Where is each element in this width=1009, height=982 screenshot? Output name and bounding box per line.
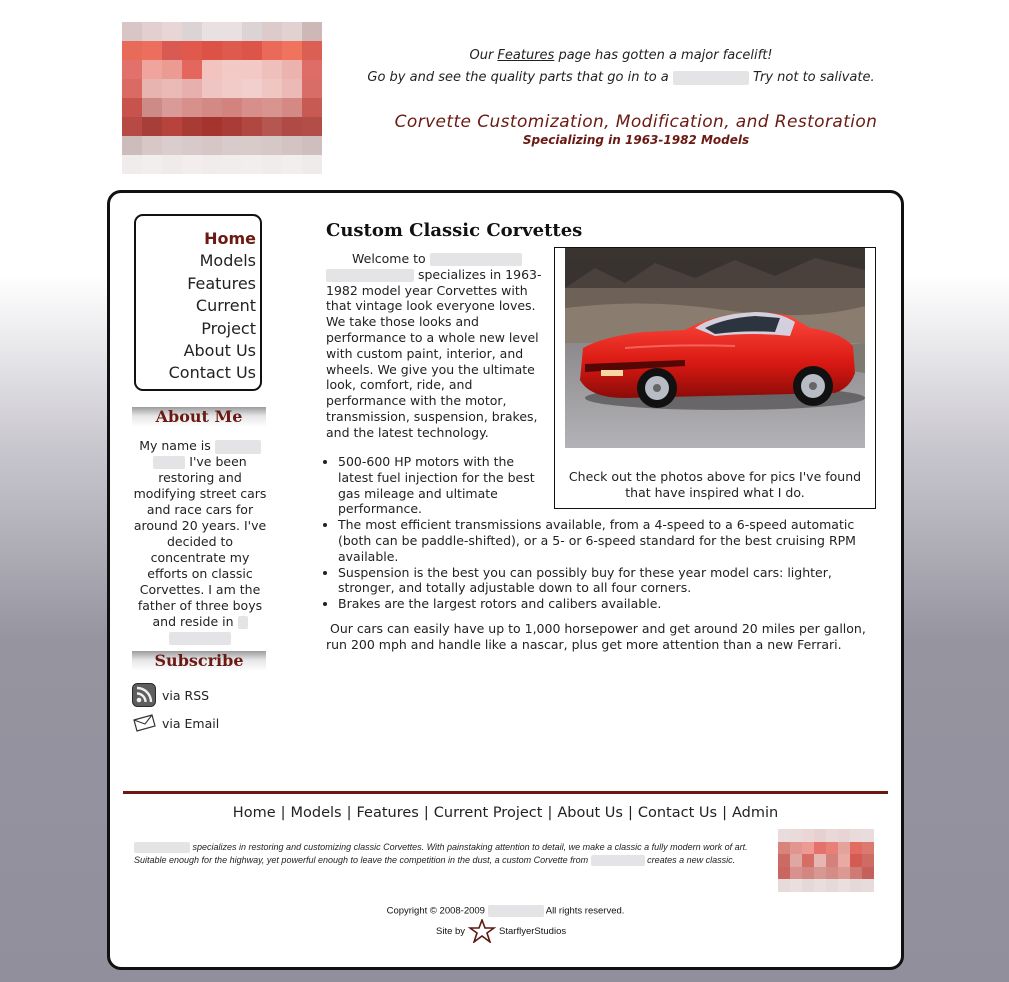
list-item: • Brakes are the largest rotors and calibers available.: [338, 596, 888, 612]
logo-pixel: [242, 136, 262, 155]
logo-pixel: [102, 117, 122, 136]
logo-pixel: [262, 79, 282, 98]
logo-pixel: [242, 155, 262, 174]
nav-item-models[interactable]: Models: [199, 251, 256, 271]
logo-pixel: [102, 155, 122, 174]
redacted-text: [430, 253, 522, 266]
logo-pixel: [850, 854, 862, 867]
logo-pixel: [222, 98, 242, 117]
logo-pixel: [802, 829, 814, 842]
logo-pixel: [322, 136, 342, 155]
logo-pixel: [262, 41, 282, 60]
logo-pixel: [162, 22, 182, 41]
logo-pixel: [862, 842, 874, 855]
logo-pixel: [826, 854, 838, 867]
list-item: • The most efficient transmissions available, from a 4-speed to a 6-speed automatic (both can be paddle-shifted), or a 5- or 6-speed standard for the best cruising RPM available.: [338, 517, 888, 564]
logo-pixel: [802, 879, 814, 892]
footer-desc-text: creates a new classic.: [647, 855, 736, 865]
logo-pixel: [778, 854, 790, 867]
redacted-text: [591, 855, 645, 866]
logo-pixel: [202, 22, 222, 41]
logo-pixel: [802, 854, 814, 867]
announcement: [365, 45, 877, 89]
intro-text: specializes in 1963-1982 model year Corvettes with that vintage look everyone loves. We take those looks and performance to a whole new level with custom paint, interior, and wheels. We give you the ultimate look, comfort, ride, and performance with the motor, transmission, suspension, brakes, and the latest technology.: [326, 266, 542, 440]
brand-title: Corvette Customization, Modification, and Restoration: [394, 112, 878, 132]
footer-link-contact-us[interactable]: Contact Us: [637, 805, 718, 821]
logo-pixel: [122, 136, 142, 155]
logo-pixel: [826, 842, 838, 855]
logo-pixel: [262, 155, 282, 174]
email-label: via Email: [162, 715, 220, 731]
logo-pixel: [262, 136, 282, 155]
separator: |: [547, 805, 553, 821]
logo-pixel: [142, 98, 162, 117]
car-photo[interactable]: [565, 248, 865, 448]
about-text-part: My name is: [139, 438, 211, 453]
logo-pixel: [322, 79, 342, 98]
logo-pixel: [778, 879, 790, 892]
logo-pixel: [778, 867, 790, 880]
logo-pixel: [282, 79, 302, 98]
logo-pixel: [202, 60, 222, 79]
logo-pixel: [122, 79, 142, 98]
redacted-text: [673, 71, 749, 85]
star-icon: [468, 919, 496, 943]
logo-pixel: [322, 117, 342, 136]
logo-pixel: [102, 60, 122, 79]
footer-nav: [110, 805, 901, 821]
footer-link-models[interactable]: Models: [290, 805, 342, 821]
logo-pixel: [242, 60, 262, 79]
announcement-text: Try not to salivate.: [753, 70, 875, 85]
logo-pixel: [202, 155, 222, 174]
nav-item-current[interactable]: Current: [195, 296, 256, 316]
footer-desc-text: specializes in restoring and customizing classic Corvettes. With painstaking attention to detail, we make a classic a fully modern work of art. Suitable enough for the highway, yet powerful enough to leave the competition in the dust, a custom Corvette from: [134, 842, 748, 865]
logo-pixel: [302, 60, 322, 79]
logo-pixel: [826, 867, 838, 880]
logo-pixel: [102, 22, 122, 41]
logo-pixel: [242, 98, 262, 117]
logo-pixel: [182, 136, 202, 155]
copyright: [110, 905, 901, 917]
logo-pixel: [242, 41, 262, 60]
site-credit: [436, 919, 566, 943]
logo-pixel: [862, 879, 874, 892]
footer-link-features[interactable]: Features: [356, 805, 419, 821]
logo-pixel: [162, 98, 182, 117]
logo-pixel: [282, 22, 302, 41]
logo-pixel: [322, 41, 342, 60]
email-link[interactable]: [132, 713, 219, 733]
logo-pixel: [778, 842, 790, 855]
logo-pixel: [282, 155, 302, 174]
logo-pixel: [122, 117, 142, 136]
rss-icon: [132, 683, 156, 707]
separator: |: [346, 805, 352, 821]
logo-pixel: [182, 41, 202, 60]
logo-pixel: [102, 79, 122, 98]
about-text-part: I've been restoring and modifying street cars and race cars for around 20 years. I've decided to concentrate my efforts on classic Corvettes. I am the father of three boys and reside in: [133, 454, 267, 629]
nav-item-contact-us[interactable]: Contact Us: [168, 363, 256, 383]
logo-pixel: [202, 117, 222, 136]
logo-pixel: [162, 155, 182, 174]
redacted-text: [238, 616, 248, 629]
photo-caption: Check out the photos above for pics I've found that have inspired what I do.: [568, 469, 862, 500]
logo-pixel: [322, 60, 342, 79]
logo-pixel: [242, 117, 262, 136]
logo-pixel: [142, 136, 162, 155]
logo-pixel: [826, 879, 838, 892]
logo-pixel: [102, 136, 122, 155]
logo-pixel: [862, 829, 874, 842]
logo-pixel: [302, 136, 322, 155]
footer-link-about-us[interactable]: About Us: [557, 805, 623, 821]
logo-pixel: [222, 60, 242, 79]
logo-pixel: [814, 829, 826, 842]
logo-pixel: [862, 867, 874, 880]
nav-item-features[interactable]: Features: [187, 273, 256, 293]
logo-pixel: [814, 854, 826, 867]
nav-item-home[interactable]: Home: [204, 229, 256, 248]
logo-pixel: [262, 117, 282, 136]
logo-pixel: [814, 842, 826, 855]
logo-pixel: [222, 22, 242, 41]
logo-pixel: [242, 22, 262, 41]
about-text: [132, 438, 268, 646]
logo-pixel: [282, 136, 302, 155]
starflyer-link[interactable]: StarflyerStudios: [499, 925, 567, 937]
logo-pixel: [790, 842, 802, 855]
announcement-text: page has gotten a major facelift!: [554, 48, 773, 63]
logo-pixel: [282, 41, 302, 60]
logo-pixel: [802, 842, 814, 855]
footer-link-home[interactable]: Home: [232, 805, 276, 821]
main-nav: [134, 214, 262, 391]
logo-pixel: [850, 829, 862, 842]
footer-link-admin[interactable]: Admin: [731, 805, 779, 821]
logo-pixel: [142, 22, 162, 41]
rss-link[interactable]: [132, 683, 209, 707]
logo-pixel: [838, 854, 850, 867]
logo-pixel: [814, 867, 826, 880]
logo-pixel: [802, 867, 814, 880]
logo-pixel: [222, 117, 242, 136]
logo-pixel: [262, 98, 282, 117]
logo-pixel: [142, 155, 162, 174]
logo-pixel: [122, 98, 142, 117]
logo-pixel: [182, 22, 202, 41]
logo-pixel: [790, 854, 802, 867]
logo-pixel: [162, 79, 182, 98]
logo-pixel: [182, 79, 202, 98]
footer-description: [134, 841, 766, 867]
logo-pixel: [122, 41, 142, 60]
logo-pixel: [302, 79, 322, 98]
about-heading: About Me: [132, 407, 266, 427]
logo-pixel: [814, 879, 826, 892]
logo-pixel: [778, 829, 790, 842]
logo-pixel: [302, 41, 322, 60]
logo-pixel: [142, 60, 162, 79]
logo-pixel: [790, 829, 802, 842]
redacted-text: [169, 632, 231, 645]
separator: |: [627, 805, 633, 821]
logo-pixel: [142, 79, 162, 98]
copyright-text: Copyright © 2008-2009: [386, 905, 485, 917]
email-icon: [132, 713, 156, 733]
logo-pixel: [162, 136, 182, 155]
logo-pixel: [850, 879, 862, 892]
logo-pixel: [182, 155, 202, 174]
logo-pixel: [838, 879, 850, 892]
closing-paragraph: [326, 621, 876, 653]
logo-pixel: [182, 60, 202, 79]
logo-pixel: [202, 41, 222, 60]
nav-item-about-us[interactable]: About Us: [183, 341, 256, 361]
logo-pixel: [122, 155, 142, 174]
brand-subtitle: Specializing in 1963-1982 Models: [522, 133, 750, 147]
logo-pixel: [162, 60, 182, 79]
logo-pixel: [202, 79, 222, 98]
logo-pixel: [790, 867, 802, 880]
logo-pixel: [282, 117, 302, 136]
logo-pixel: [162, 41, 182, 60]
logo-pixel: [182, 98, 202, 117]
logo-pixel: [242, 79, 262, 98]
announcement-text: Go by and see the quality parts that go in to a: [367, 70, 669, 85]
rss-label: via RSS: [162, 687, 210, 703]
logo-pixel: [102, 98, 122, 117]
logo-pixel: [222, 79, 242, 98]
intro-paragraph: [326, 251, 546, 441]
separator: |: [423, 805, 429, 821]
list-item: • 500-600 HP motors with the latest fuel injection for the best gas mileage and ultimate performance.: [338, 454, 538, 517]
redacted-text: [215, 440, 261, 454]
nav-item-project[interactable]: Project: [201, 318, 256, 338]
feature-list: [326, 454, 888, 612]
subscribe-heading: Subscribe: [132, 651, 266, 671]
logo-pixel: [302, 117, 322, 136]
redacted-text: [134, 842, 190, 853]
logo-pixel: [838, 867, 850, 880]
page-title: Custom Classic Corvettes: [326, 220, 583, 241]
logo-pixel: [850, 842, 862, 855]
logo-pixel: [862, 854, 874, 867]
list-item: • Suspension is the best you can possibly buy for these year model cars: lighter, stronger, and totally adjustable down to all four corners.: [338, 565, 888, 597]
redacted-text: [153, 456, 185, 469]
logo-pixel: [302, 98, 322, 117]
logo-pixel: [202, 136, 222, 155]
brand-block: [390, 112, 882, 147]
logo-pixel: [122, 60, 142, 79]
logo-pixel: [142, 117, 162, 136]
corvette-image: [565, 248, 865, 448]
redacted-text: [488, 905, 544, 917]
copyright-text: All rights reserved.: [545, 905, 625, 917]
logo-pixel: [102, 41, 122, 60]
announcement-text: Our: [469, 48, 498, 63]
logo-pixel: [282, 60, 302, 79]
logo-pixel: [322, 98, 342, 117]
separator: |: [280, 805, 286, 821]
logo-pixel: [202, 98, 222, 117]
logo-pixel: [122, 22, 142, 41]
redacted-text: [326, 269, 414, 282]
logo-pixel: [222, 41, 242, 60]
logo-pixel: [302, 155, 322, 174]
separator: |: [722, 805, 727, 821]
logo-pixel: [850, 867, 862, 880]
logo-pixel: [262, 22, 282, 41]
logo-pixel: [282, 98, 302, 117]
footer-logo[interactable]: [778, 829, 874, 892]
logo-pixel: [838, 829, 850, 842]
logo-pixel: [222, 136, 242, 155]
logo-pixel: [790, 879, 802, 892]
logo-pixel: [162, 117, 182, 136]
logo-pixel: [838, 842, 850, 855]
logo-pixel: [262, 60, 282, 79]
footer-link-current-project[interactable]: Current Project: [433, 805, 543, 821]
logo-pixel: [222, 155, 242, 174]
content-panel: [107, 190, 904, 970]
logo-pixel: [142, 41, 162, 60]
features-link[interactable]: Features: [497, 48, 555, 63]
logo-pixel: [322, 155, 342, 174]
logo-pixel: [182, 117, 202, 136]
credit-text: Site by: [436, 925, 466, 937]
footer-divider: [123, 791, 888, 794]
site-logo[interactable]: [102, 22, 362, 174]
closing-text: Our cars can easily have up to 1,000 horsepower and get around 20 miles per gallon, run 200 mph and handle like a nascar, plus get more attention than a new Ferrari.: [326, 621, 866, 652]
logo-pixel: [322, 22, 342, 41]
logo-pixel: [302, 22, 322, 41]
welcome-text: Welcome to: [352, 251, 426, 266]
logo-pixel: [826, 829, 838, 842]
